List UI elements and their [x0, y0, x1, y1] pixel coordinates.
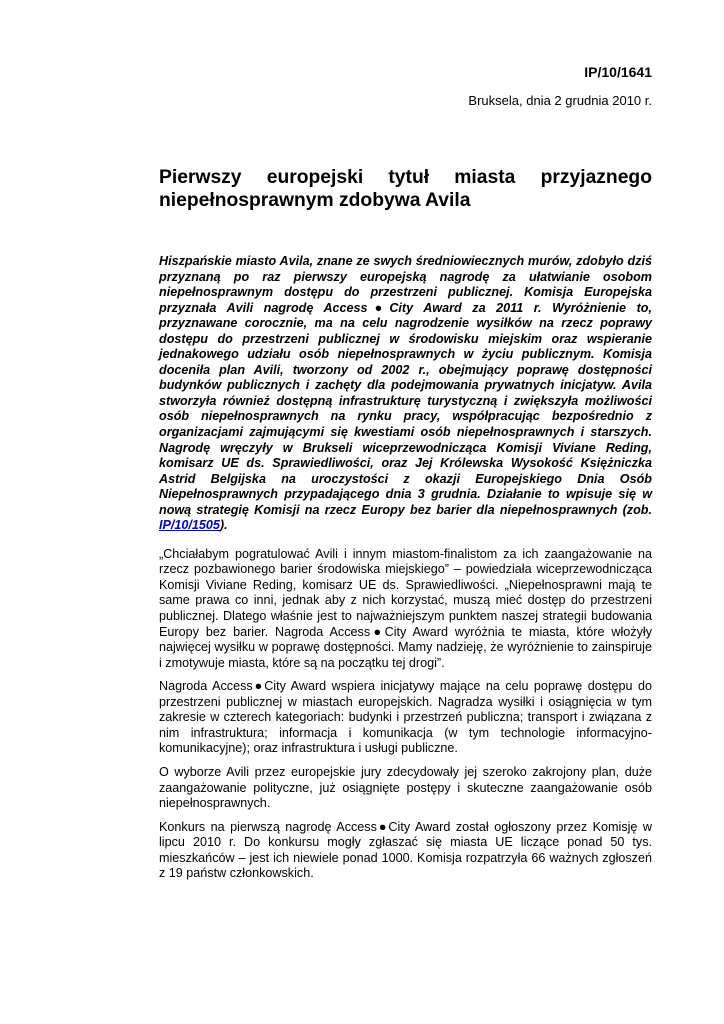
body-paragraph-contest: Konkurs na pierwszą nagrodę Access●City Award został ogłoszony przez Komisję w lipcu 2010 r. Do konkursu mogły zgłaszać się miasta UE liczące ponad 50 tys. mieszkańców – jest ich niewiele ponad 1000. Komisja rozpatrzyła 66 ważnych zgłoszeń z 19 państw członkowskich. [159, 819, 652, 881]
body-paragraph-award: Nagroda Access●City Award wspiera inicjatywy mające na celu poprawę dostępu do przestrzeni publicznej w miastach europejskich. Nagradza wysiłki i osiągnięcia w tym zakresie w czterech kategoriach: budynki i przestrzeń publiczna; transport i związana z nim infrastruktura; informacja i komunikacja (w tym technologie informacyjno-komunikacyjne); oraz infrastruktura i usługi publiczne. [159, 679, 652, 756]
page-title: Pierwszy europejski tytuł miasta przyjaznego niepełnosprawnym zdobywa Avila [159, 167, 652, 211]
body-paragraph-quote: „Chciałabym pogratulować Avili i innym miastom-finalistom za ich zaangażowanie na rzecz pozbawionego barier środowiska miejskiego” – powiedziała wiceprzewodnicząca Komisji Viviane Reding, komisarz UE ds. Sprawiedliwości. „Niepełnosprawni mają te same prawa co inni, jednak aby z nich korzystać, muszą mieć dostęp do przestrzeni publicznej. Dlatego właśnie jest to najważniejszym punktem naszej strategii budowania Europy bez barier. Nagroda Access●City Award wyróżnia te miasta, które włożyły najwięcej wysiłku w poprawę dostępności. Mamy nadzieję, że wyróżnienie to zainspiruje i zmotywuje miasta, które są na początku tej drogi”. [159, 546, 652, 670]
press-release-number: IP/10/1641 [584, 64, 652, 80]
place-and-date: Bruksela, dnia 2 grudnia 2010 r. [468, 93, 652, 108]
document-body [159, 166, 652, 882]
lead-tail: ). [219, 518, 228, 533]
ip-10-1505-link[interactable]: IP/10/1505 [159, 518, 220, 533]
lead-paragraph [159, 254, 652, 534]
body-paragraph-jury: O wyborze Avili przez europejskie jury zdecydowały jej szeroko zakrojony plan, duże zaangażowanie polityczne, już osiągnięte postępy i skuteczne zaangażowanie osób niepełnosprawnych. [159, 764, 652, 811]
lead-text: Hiszpańskie miasto Avila, znane ze swych średniowiecznych murów, zdobyło dziś przyznaną po raz pierwszy europejską nagrodę za ułatwianie osobom niepełnosprawnym dostępu do przestrzeni publicznej. Komisja Europejska przyznała Avili nagrodę Access●City Award za 2011 r. Wyróżnienie to, przyznawane corocznie, ma na celu nagrodzenie wysiłków na rzecz poprawy dostępu do przestrzeni publicznej w środowisku miejskim oraz wspieranie jednakowego udziału osób niepełnosprawnych w życiu publicznym. Komisja doceniła plan Avili, tworzony od 2002 r., obejmujący poprawę dostępności budynków publicznych i zachęty dla podejmowania prywatnych inicjatyw. Avila stworzyła również dostępną infrastrukturę turystyczną i zwiększyła możliwości osób niepełnosprawnych na rynku pracy, współpracując bezpośrednio z organizacjami zajmującymi się kwestiami osób niepełnosprawnych i starszych. Nagrodę wręczyły w Brukseli wiceprzewodnicząca Komisji Viviane Reding, komisarz UE ds. Sprawiedliwości, oraz Jej Królewska Wysokość Księżniczka Astrid Belgijska na uroczystości z okazji Europejskiego Dnia Osób Niepełnosprawnych przypadającego dnia 3 grudnia. Działanie to wpisuje się w nową strategię Komisji na rzecz Europy bez barier dla niepełnosprawnych (zob. [159, 254, 652, 517]
